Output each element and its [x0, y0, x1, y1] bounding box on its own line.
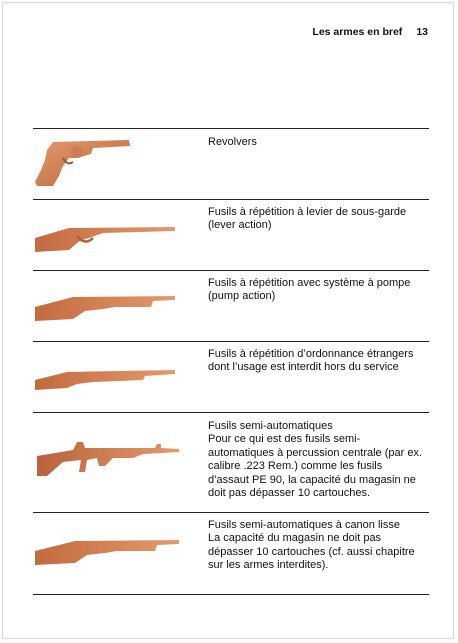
pump-action-rifle-icon: [33, 289, 178, 329]
section-title: Les armes en bref: [312, 26, 403, 38]
entry-text: [208, 420, 423, 500]
page-header: [312, 26, 428, 38]
entry-title: Fusils à répétition avec système à pompe (pump action): [208, 277, 411, 303]
divider: [33, 199, 429, 200]
divider: [33, 270, 429, 271]
entry-title: Fusils semi-automatiques à canon lisse: [208, 519, 400, 531]
entry-title: Revolvers: [208, 136, 257, 148]
entry-text: [208, 206, 423, 233]
weapon-entry: [33, 420, 429, 510]
assault-rifle-icon: [33, 436, 183, 496]
lever-action-rifle-icon: [33, 216, 178, 256]
entry-description: La capacité du magasin ne doit pas dépasser 10 cartouches (cf. aussi chapitre sur les armes interdites).: [208, 532, 415, 572]
entry-text: [208, 519, 423, 573]
divider: [33, 412, 429, 413]
smoothbore-shotgun-icon: [33, 533, 183, 573]
service-rifle-icon: [33, 362, 178, 402]
entry-text: [208, 348, 423, 375]
entry-text: [208, 136, 423, 149]
entry-title: Fusils à répétition à levier de sous-garde (lever action): [208, 206, 407, 232]
entry-text: [208, 277, 423, 304]
weapon-entry: [33, 519, 429, 591]
weapon-entry: [33, 206, 429, 266]
divider: [33, 128, 429, 129]
divider: [33, 341, 429, 342]
revolver-icon: [33, 136, 143, 192]
weapon-entry: [33, 136, 429, 196]
divider: [33, 594, 429, 595]
entry-title: Fusils à répétition d’ordonnance étrangers dont l’usage est interdit hors du service: [208, 348, 414, 374]
weapon-entry: [33, 348, 429, 408]
weapon-entry: [33, 277, 429, 337]
entry-description: Pour ce qui est des fusils semi-automatiques à percussion centrale (par ex. calibre .223 Rem.) comme les fusils d’assaut PE 90, la capacité du magasin ne doit pas dépasser 10 cartouches.: [208, 433, 423, 500]
entry-title: Fusils semi-automatiques: [208, 420, 333, 432]
divider: [33, 512, 429, 513]
page-number: 13: [416, 26, 428, 38]
